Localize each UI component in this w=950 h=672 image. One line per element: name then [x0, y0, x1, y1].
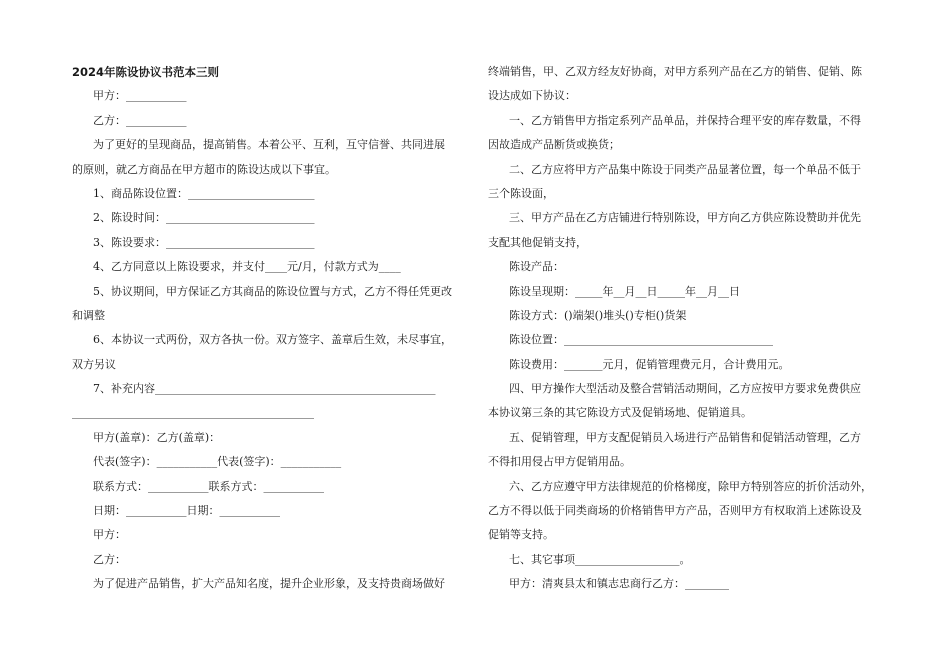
- left-text-line: 的原则，就乙方商品在甲方超市的陈设达成以下事宜。: [72, 162, 336, 176]
- right-text-line: 本协议第三条的其它陈设方式及促销场地、促销道具。: [488, 406, 752, 420]
- left-text-line: 甲方：___________: [93, 89, 187, 103]
- right-text-line: 四、甲方操作大型活动及整合营销活动期间，乙方应按甲方要求免费供应: [509, 382, 861, 396]
- left-column: [72, 60, 464, 597]
- right-text-line: 六、乙方应遵守甲方法律规范的价格梯度，除甲方特别答应的折价活动外，: [509, 479, 872, 493]
- left-text-line: 1、商品陈设位置：_______________________: [93, 186, 315, 200]
- left-text-line: 乙方：: [93, 552, 126, 566]
- right-text-line: 三、甲方产品在乙方店铺进行特别陈设，甲方向乙方供应陈设赞助并优先: [509, 211, 861, 225]
- left-text-line: 2、陈设时间：___________________________: [93, 211, 315, 225]
- right-text-line: 支配其他促销支持，: [488, 235, 587, 249]
- right-text-line: 促销等支持。: [488, 528, 554, 542]
- left-text-line: 乙方：___________: [93, 113, 187, 127]
- right-text-line: 陈设费用：_______元月，促销管理费元月，合计费用元。: [509, 357, 790, 371]
- document-title: 2024年陈设协议书范本三则: [72, 65, 220, 79]
- right-text-line: 五、促销管理，甲方支配促销员入场进行产品销售和促销活动管理，乙方: [509, 430, 861, 444]
- right-text-line: 陈设呈现期：_____年__月__日_____年__月__日: [509, 284, 740, 298]
- right-text-line: 三个陈设面，: [488, 186, 554, 200]
- left-text-line: 为了更好的呈现商品，提高销售。本着公平、互利，互守信誉、共同进展: [93, 138, 445, 152]
- right-text-line: 陈设位置：______________________________________: [509, 333, 773, 347]
- left-text-line: 4、乙方同意以上陈设要求，并支付____元/月，付款方式为____: [93, 260, 401, 274]
- left-text-line: 甲方：: [93, 528, 126, 542]
- right-text-line: 终端销售，甲、乙双方经友好协商，对甲方系列产品在乙方的销售、促销、陈: [488, 65, 862, 78]
- right-text-line: 七、其它事项___________________。: [509, 552, 691, 566]
- right-column: [488, 60, 872, 597]
- left-text-line: 6、本协议一式两份，双方各执一份。双方签字、盖章后生效，未尽事宜，: [93, 333, 452, 347]
- left-text-line: 甲方(盖章)：乙方(盖章)：: [93, 430, 221, 444]
- right-text-line: 陈设方式：()端架()堆头()专柜()货架: [509, 308, 687, 322]
- left-text-line: 和调整: [72, 308, 105, 322]
- left-text-line: 5、协议期间，甲方保证乙方其商品的陈设位置与方式，乙方不得任凭更改: [93, 284, 452, 298]
- right-text-line: 不得扣用侵占甲方促销用品。: [488, 455, 631, 469]
- left-text-line: ____________________________________________: [72, 406, 314, 420]
- left-text-line: 为了促进产品销售，扩大产品知名度，提升企业形象，及支持贵商场做好: [93, 577, 445, 591]
- right-text-line: 陈设产品：: [509, 260, 564, 274]
- right-text-line: 因故造成产品断货或换货；: [488, 138, 620, 152]
- right-text-line: 设达成如下协议：: [488, 89, 576, 103]
- left-text-line: 7、补充内容___________________________________________________: [93, 382, 436, 396]
- left-text-line: 代表(签字)：___________代表(签字)：___________: [93, 455, 342, 469]
- left-text-line: 日期：___________日期：___________: [93, 504, 280, 518]
- right-text-line: 乙方不得以低于同类商场的价格销售甲方产品，否则甲方有权取消上述陈设及: [488, 504, 862, 518]
- right-text-line: 一、乙方销售甲方指定系列产品单品，并保持合理平安的库存数量，不得: [509, 113, 861, 127]
- left-text-line: 联系方式：___________联系方式：___________: [93, 479, 324, 493]
- right-text-line: 甲方：清爽县太和镇志忠商行乙方：________: [509, 577, 729, 591]
- right-text-line: 二、乙方应将甲方产品集中陈设于同类产品显著位置，每一个单品不低于: [509, 162, 861, 176]
- left-text-line: 3、陈设要求：___________________________: [93, 235, 315, 249]
- left-text-line: 双方另议: [72, 357, 116, 371]
